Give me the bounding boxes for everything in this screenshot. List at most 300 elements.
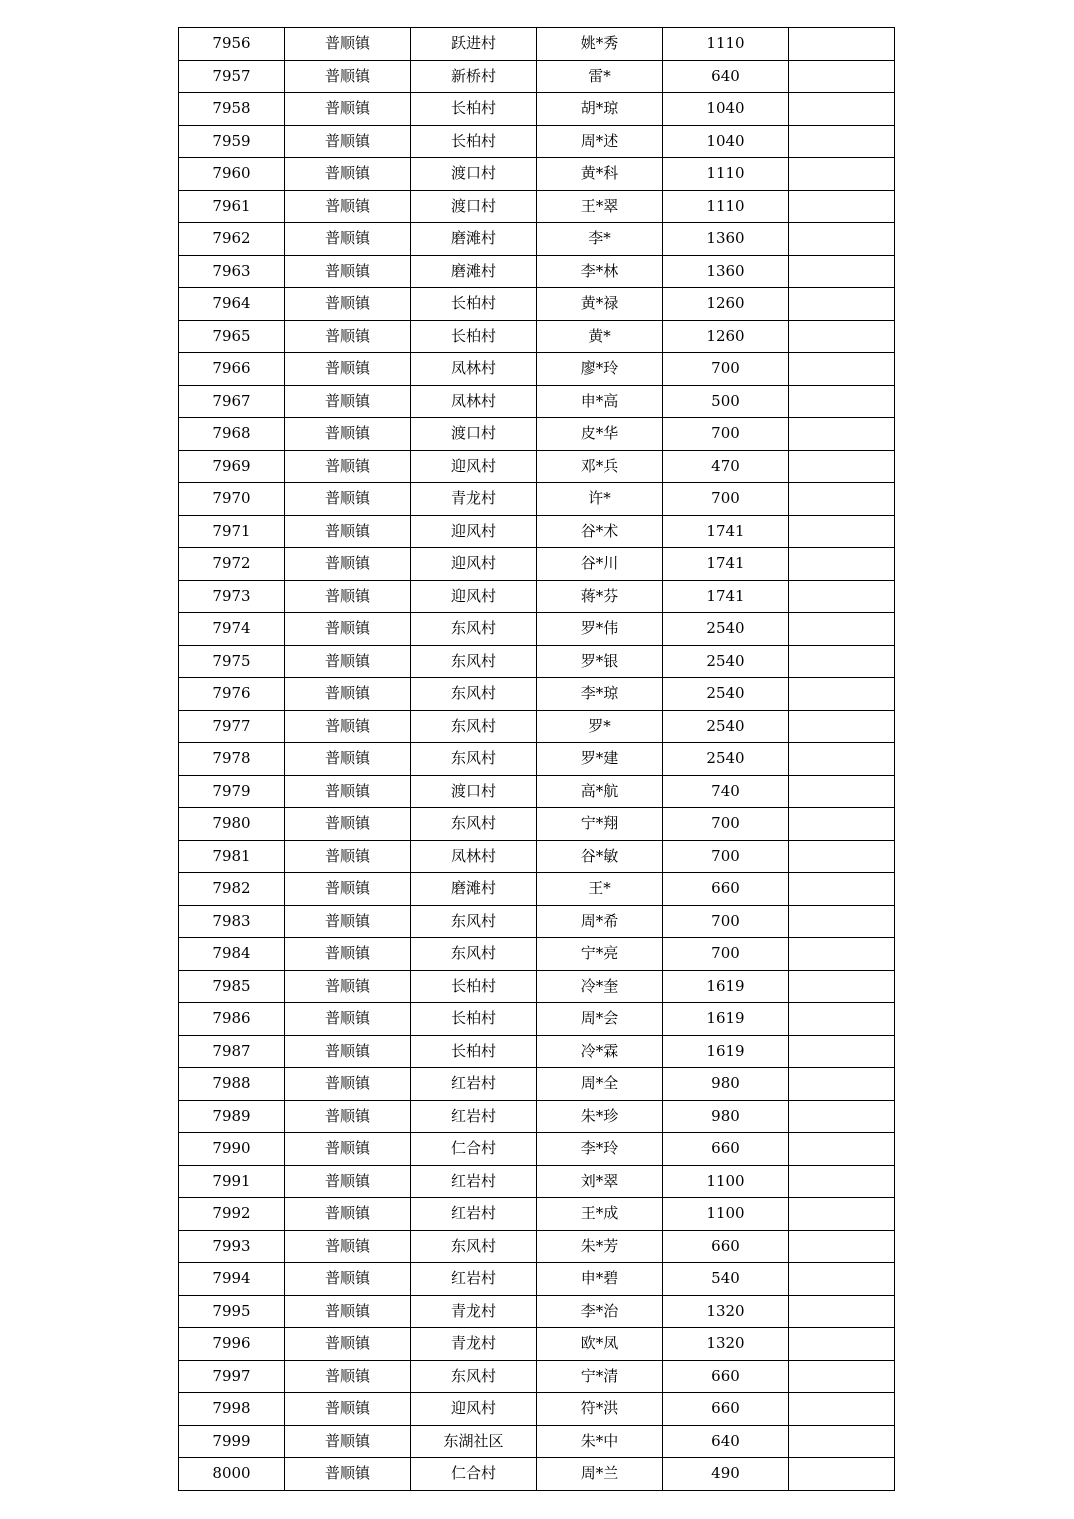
cell-serial-number: 7990 xyxy=(179,1133,285,1166)
cell-serial-number: 7980 xyxy=(179,808,285,841)
cell-name: 朱*芳 xyxy=(537,1230,663,1263)
cell-amount: 660 xyxy=(663,1360,789,1393)
cell-town: 普顺镇 xyxy=(285,938,411,971)
cell-town: 普顺镇 xyxy=(285,28,411,61)
cell-amount: 470 xyxy=(663,450,789,483)
cell-village: 红岩村 xyxy=(411,1263,537,1296)
cell-town: 普顺镇 xyxy=(285,288,411,321)
cell-name: 朱*中 xyxy=(537,1425,663,1458)
cell-remark xyxy=(789,125,895,158)
cell-serial-number: 7966 xyxy=(179,353,285,386)
table-row xyxy=(179,450,895,483)
cell-amount: 980 xyxy=(663,1100,789,1133)
cell-village: 磨滩村 xyxy=(411,255,537,288)
cell-remark xyxy=(789,548,895,581)
cell-remark xyxy=(789,775,895,808)
cell-town: 普顺镇 xyxy=(285,645,411,678)
cell-amount: 700 xyxy=(663,840,789,873)
cell-name: 周*兰 xyxy=(537,1458,663,1491)
cell-serial-number: 7988 xyxy=(179,1068,285,1101)
cell-remark xyxy=(789,1360,895,1393)
record-table xyxy=(178,27,895,1491)
cell-village: 迎风村 xyxy=(411,1393,537,1426)
cell-serial-number: 8000 xyxy=(179,1458,285,1491)
cell-amount: 1100 xyxy=(663,1165,789,1198)
cell-village: 东风村 xyxy=(411,808,537,841)
cell-name: 许* xyxy=(537,483,663,516)
cell-remark xyxy=(789,873,895,906)
cell-amount: 1260 xyxy=(663,320,789,353)
table-row xyxy=(179,1458,895,1491)
cell-village: 磨滩村 xyxy=(411,223,537,256)
table-row xyxy=(179,1425,895,1458)
cell-village: 东湖社区 xyxy=(411,1425,537,1458)
cell-serial-number: 7969 xyxy=(179,450,285,483)
cell-town: 普顺镇 xyxy=(285,775,411,808)
cell-serial-number: 7987 xyxy=(179,1035,285,1068)
cell-remark xyxy=(789,418,895,451)
cell-serial-number: 7978 xyxy=(179,743,285,776)
cell-village: 长柏村 xyxy=(411,125,537,158)
table-row xyxy=(179,320,895,353)
cell-amount: 1320 xyxy=(663,1295,789,1328)
cell-amount: 640 xyxy=(663,60,789,93)
table-row xyxy=(179,125,895,158)
cell-village: 东风村 xyxy=(411,743,537,776)
cell-remark xyxy=(789,678,895,711)
cell-village: 东风村 xyxy=(411,1230,537,1263)
cell-amount: 2540 xyxy=(663,678,789,711)
cell-amount: 1110 xyxy=(663,28,789,61)
cell-serial-number: 7962 xyxy=(179,223,285,256)
cell-amount: 490 xyxy=(663,1458,789,1491)
cell-amount: 1110 xyxy=(663,158,789,191)
cell-remark xyxy=(789,1263,895,1296)
cell-name: 李*琼 xyxy=(537,678,663,711)
cell-town: 普顺镇 xyxy=(285,1263,411,1296)
cell-amount: 1320 xyxy=(663,1328,789,1361)
cell-village: 磨滩村 xyxy=(411,873,537,906)
cell-name: 李*玲 xyxy=(537,1133,663,1166)
cell-town: 普顺镇 xyxy=(285,93,411,126)
cell-name: 王*成 xyxy=(537,1198,663,1231)
cell-town: 普顺镇 xyxy=(285,1100,411,1133)
cell-remark xyxy=(789,1035,895,1068)
cell-village: 凤林村 xyxy=(411,840,537,873)
cell-village: 迎风村 xyxy=(411,548,537,581)
cell-village: 红岩村 xyxy=(411,1198,537,1231)
cell-village: 东风村 xyxy=(411,613,537,646)
table-row xyxy=(179,353,895,386)
cell-name: 黄*科 xyxy=(537,158,663,191)
cell-serial-number: 7973 xyxy=(179,580,285,613)
cell-village: 渡口村 xyxy=(411,775,537,808)
cell-town: 普顺镇 xyxy=(285,515,411,548)
cell-remark xyxy=(789,190,895,223)
cell-serial-number: 7983 xyxy=(179,905,285,938)
cell-village: 长柏村 xyxy=(411,93,537,126)
cell-name: 黄*禄 xyxy=(537,288,663,321)
cell-village: 跃进村 xyxy=(411,28,537,61)
cell-name: 谷*敏 xyxy=(537,840,663,873)
cell-town: 普顺镇 xyxy=(285,743,411,776)
table-row xyxy=(179,28,895,61)
cell-village: 长柏村 xyxy=(411,970,537,1003)
cell-name: 谷*术 xyxy=(537,515,663,548)
cell-village: 凤林村 xyxy=(411,353,537,386)
cell-remark xyxy=(789,288,895,321)
cell-amount: 700 xyxy=(663,905,789,938)
cell-remark xyxy=(789,1425,895,1458)
cell-name: 雷* xyxy=(537,60,663,93)
table-row xyxy=(179,1068,895,1101)
cell-town: 普顺镇 xyxy=(285,970,411,1003)
cell-remark xyxy=(789,1295,895,1328)
table-row xyxy=(179,385,895,418)
cell-serial-number: 7999 xyxy=(179,1425,285,1458)
cell-town: 普顺镇 xyxy=(285,190,411,223)
cell-town: 普顺镇 xyxy=(285,483,411,516)
cell-remark xyxy=(789,905,895,938)
cell-amount: 1260 xyxy=(663,288,789,321)
cell-amount: 700 xyxy=(663,808,789,841)
cell-remark xyxy=(789,515,895,548)
cell-town: 普顺镇 xyxy=(285,353,411,386)
table-row xyxy=(179,1393,895,1426)
cell-amount: 2540 xyxy=(663,710,789,743)
cell-remark xyxy=(789,1165,895,1198)
table-row xyxy=(179,873,895,906)
cell-amount: 700 xyxy=(663,418,789,451)
table-row xyxy=(179,1328,895,1361)
cell-serial-number: 7979 xyxy=(179,775,285,808)
cell-village: 渡口村 xyxy=(411,158,537,191)
cell-remark xyxy=(789,808,895,841)
cell-remark xyxy=(789,483,895,516)
cell-name: 周*希 xyxy=(537,905,663,938)
cell-remark xyxy=(789,60,895,93)
cell-village: 长柏村 xyxy=(411,288,537,321)
cell-serial-number: 7967 xyxy=(179,385,285,418)
cell-serial-number: 7968 xyxy=(179,418,285,451)
cell-village: 红岩村 xyxy=(411,1165,537,1198)
cell-amount: 1619 xyxy=(663,1003,789,1036)
cell-village: 青龙村 xyxy=(411,1295,537,1328)
cell-name: 蒋*芬 xyxy=(537,580,663,613)
cell-village: 东风村 xyxy=(411,645,537,678)
cell-serial-number: 7992 xyxy=(179,1198,285,1231)
cell-name: 罗* xyxy=(537,710,663,743)
cell-village: 凤林村 xyxy=(411,385,537,418)
cell-serial-number: 7985 xyxy=(179,970,285,1003)
cell-remark xyxy=(789,385,895,418)
cell-name: 宁*亮 xyxy=(537,938,663,971)
cell-town: 普顺镇 xyxy=(285,1230,411,1263)
cell-village: 渡口村 xyxy=(411,190,537,223)
table-row xyxy=(179,1263,895,1296)
table-row xyxy=(179,1198,895,1231)
cell-serial-number: 7971 xyxy=(179,515,285,548)
cell-amount: 1619 xyxy=(663,970,789,1003)
cell-serial-number: 7970 xyxy=(179,483,285,516)
cell-name: 宁*清 xyxy=(537,1360,663,1393)
cell-name: 黄* xyxy=(537,320,663,353)
cell-town: 普顺镇 xyxy=(285,1003,411,1036)
table-row xyxy=(179,483,895,516)
cell-amount: 700 xyxy=(663,938,789,971)
cell-serial-number: 7986 xyxy=(179,1003,285,1036)
cell-serial-number: 7996 xyxy=(179,1328,285,1361)
cell-serial-number: 7977 xyxy=(179,710,285,743)
cell-village: 新桥村 xyxy=(411,60,537,93)
cell-name: 欧*凤 xyxy=(537,1328,663,1361)
cell-town: 普顺镇 xyxy=(285,125,411,158)
cell-name: 罗*伟 xyxy=(537,613,663,646)
cell-village: 东风村 xyxy=(411,905,537,938)
cell-serial-number: 7960 xyxy=(179,158,285,191)
cell-village: 红岩村 xyxy=(411,1068,537,1101)
cell-amount: 1741 xyxy=(663,580,789,613)
cell-remark xyxy=(789,645,895,678)
cell-amount: 700 xyxy=(663,353,789,386)
cell-amount: 2540 xyxy=(663,613,789,646)
cell-remark xyxy=(789,353,895,386)
table-row xyxy=(179,158,895,191)
cell-remark xyxy=(789,1328,895,1361)
cell-amount: 660 xyxy=(663,1230,789,1263)
cell-name: 周*会 xyxy=(537,1003,663,1036)
cell-town: 普顺镇 xyxy=(285,678,411,711)
cell-remark xyxy=(789,1100,895,1133)
cell-name: 申*高 xyxy=(537,385,663,418)
cell-name: 冷*霖 xyxy=(537,1035,663,1068)
cell-serial-number: 7964 xyxy=(179,288,285,321)
cell-serial-number: 7965 xyxy=(179,320,285,353)
cell-remark xyxy=(789,970,895,1003)
cell-amount: 1741 xyxy=(663,515,789,548)
cell-serial-number: 7961 xyxy=(179,190,285,223)
table-row xyxy=(179,60,895,93)
cell-name: 李*林 xyxy=(537,255,663,288)
cell-remark xyxy=(789,255,895,288)
cell-remark xyxy=(789,1003,895,1036)
cell-village: 渡口村 xyxy=(411,418,537,451)
cell-village: 迎风村 xyxy=(411,580,537,613)
table-row xyxy=(179,580,895,613)
cell-amount: 1110 xyxy=(663,190,789,223)
table-row xyxy=(179,840,895,873)
cell-village: 长柏村 xyxy=(411,1003,537,1036)
cell-village: 东风村 xyxy=(411,1360,537,1393)
table-row xyxy=(179,288,895,321)
cell-remark xyxy=(789,28,895,61)
table-row xyxy=(179,1230,895,1263)
cell-serial-number: 7958 xyxy=(179,93,285,126)
table-row xyxy=(179,710,895,743)
cell-name: 刘*翠 xyxy=(537,1165,663,1198)
cell-amount: 2540 xyxy=(663,645,789,678)
cell-name: 高*航 xyxy=(537,775,663,808)
table-row xyxy=(179,1295,895,1328)
cell-town: 普顺镇 xyxy=(285,613,411,646)
cell-town: 普顺镇 xyxy=(285,1360,411,1393)
cell-serial-number: 7981 xyxy=(179,840,285,873)
cell-serial-number: 7997 xyxy=(179,1360,285,1393)
cell-serial-number: 7963 xyxy=(179,255,285,288)
cell-village: 青龙村 xyxy=(411,483,537,516)
cell-remark xyxy=(789,580,895,613)
table-row xyxy=(179,1133,895,1166)
table-row xyxy=(179,1165,895,1198)
cell-remark xyxy=(789,743,895,776)
cell-remark xyxy=(789,1458,895,1491)
cell-town: 普顺镇 xyxy=(285,905,411,938)
cell-name: 申*碧 xyxy=(537,1263,663,1296)
cell-village: 仁合村 xyxy=(411,1133,537,1166)
table-row xyxy=(179,808,895,841)
table-row xyxy=(179,970,895,1003)
cell-serial-number: 7995 xyxy=(179,1295,285,1328)
cell-amount: 700 xyxy=(663,483,789,516)
cell-name: 姚*秀 xyxy=(537,28,663,61)
cell-amount: 500 xyxy=(663,385,789,418)
cell-village: 迎风村 xyxy=(411,515,537,548)
cell-serial-number: 7972 xyxy=(179,548,285,581)
cell-name: 李* xyxy=(537,223,663,256)
cell-village: 青龙村 xyxy=(411,1328,537,1361)
table-row xyxy=(179,255,895,288)
cell-amount: 2540 xyxy=(663,743,789,776)
cell-amount: 660 xyxy=(663,873,789,906)
cell-remark xyxy=(789,710,895,743)
cell-town: 普顺镇 xyxy=(285,1328,411,1361)
cell-remark xyxy=(789,840,895,873)
cell-amount: 1040 xyxy=(663,125,789,158)
table-row xyxy=(179,1100,895,1133)
cell-amount: 740 xyxy=(663,775,789,808)
cell-name: 冷*奎 xyxy=(537,970,663,1003)
cell-name: 周*全 xyxy=(537,1068,663,1101)
table-row xyxy=(179,905,895,938)
cell-town: 普顺镇 xyxy=(285,1425,411,1458)
cell-name: 王* xyxy=(537,873,663,906)
cell-village: 长柏村 xyxy=(411,320,537,353)
cell-town: 普顺镇 xyxy=(285,223,411,256)
cell-remark xyxy=(789,938,895,971)
cell-amount: 640 xyxy=(663,1425,789,1458)
cell-serial-number: 7984 xyxy=(179,938,285,971)
cell-town: 普顺镇 xyxy=(285,1295,411,1328)
cell-name: 廖*玲 xyxy=(537,353,663,386)
cell-serial-number: 7975 xyxy=(179,645,285,678)
cell-village: 仁合村 xyxy=(411,1458,537,1491)
table-row xyxy=(179,613,895,646)
cell-village: 迎风村 xyxy=(411,450,537,483)
cell-village: 东风村 xyxy=(411,678,537,711)
cell-remark xyxy=(789,1198,895,1231)
cell-serial-number: 7976 xyxy=(179,678,285,711)
cell-town: 普顺镇 xyxy=(285,808,411,841)
table-row xyxy=(179,1003,895,1036)
cell-name: 邓*兵 xyxy=(537,450,663,483)
cell-remark xyxy=(789,1230,895,1263)
cell-serial-number: 7956 xyxy=(179,28,285,61)
cell-village: 长柏村 xyxy=(411,1035,537,1068)
cell-village: 红岩村 xyxy=(411,1100,537,1133)
cell-town: 普顺镇 xyxy=(285,1035,411,1068)
cell-name: 宁*翔 xyxy=(537,808,663,841)
cell-town: 普顺镇 xyxy=(285,1133,411,1166)
cell-serial-number: 7974 xyxy=(179,613,285,646)
cell-serial-number: 7998 xyxy=(179,1393,285,1426)
cell-name: 罗*建 xyxy=(537,743,663,776)
cell-name: 朱*珍 xyxy=(537,1100,663,1133)
cell-amount: 1360 xyxy=(663,255,789,288)
cell-town: 普顺镇 xyxy=(285,320,411,353)
cell-amount: 1040 xyxy=(663,93,789,126)
table-body xyxy=(179,28,895,1491)
cell-village: 东风村 xyxy=(411,710,537,743)
cell-amount: 1360 xyxy=(663,223,789,256)
cell-town: 普顺镇 xyxy=(285,840,411,873)
cell-amount: 660 xyxy=(663,1133,789,1166)
cell-town: 普顺镇 xyxy=(285,548,411,581)
cell-town: 普顺镇 xyxy=(285,158,411,191)
table-row xyxy=(179,515,895,548)
cell-remark xyxy=(789,613,895,646)
table-row xyxy=(179,775,895,808)
table-row xyxy=(179,223,895,256)
table-row xyxy=(179,678,895,711)
cell-town: 普顺镇 xyxy=(285,1458,411,1491)
cell-remark xyxy=(789,320,895,353)
cell-remark xyxy=(789,1393,895,1426)
cell-remark xyxy=(789,1133,895,1166)
cell-remark xyxy=(789,450,895,483)
cell-name: 罗*银 xyxy=(537,645,663,678)
cell-town: 普顺镇 xyxy=(285,710,411,743)
cell-amount: 980 xyxy=(663,1068,789,1101)
cell-serial-number: 7959 xyxy=(179,125,285,158)
cell-town: 普顺镇 xyxy=(285,873,411,906)
cell-serial-number: 7994 xyxy=(179,1263,285,1296)
cell-serial-number: 7982 xyxy=(179,873,285,906)
cell-name: 李*治 xyxy=(537,1295,663,1328)
cell-serial-number: 7957 xyxy=(179,60,285,93)
table-row xyxy=(179,418,895,451)
table-row xyxy=(179,190,895,223)
table-row xyxy=(179,93,895,126)
cell-town: 普顺镇 xyxy=(285,1198,411,1231)
table-row xyxy=(179,743,895,776)
table-row xyxy=(179,645,895,678)
cell-town: 普顺镇 xyxy=(285,418,411,451)
table-row xyxy=(179,1035,895,1068)
cell-name: 皮*华 xyxy=(537,418,663,451)
cell-amount: 1100 xyxy=(663,1198,789,1231)
table-row xyxy=(179,1360,895,1393)
cell-name: 符*洪 xyxy=(537,1393,663,1426)
cell-town: 普顺镇 xyxy=(285,1068,411,1101)
cell-serial-number: 7989 xyxy=(179,1100,285,1133)
table-row xyxy=(179,548,895,581)
cell-town: 普顺镇 xyxy=(285,1165,411,1198)
cell-town: 普顺镇 xyxy=(285,450,411,483)
cell-amount: 660 xyxy=(663,1393,789,1426)
cell-name: 王*翠 xyxy=(537,190,663,223)
cell-serial-number: 7991 xyxy=(179,1165,285,1198)
cell-remark xyxy=(789,93,895,126)
